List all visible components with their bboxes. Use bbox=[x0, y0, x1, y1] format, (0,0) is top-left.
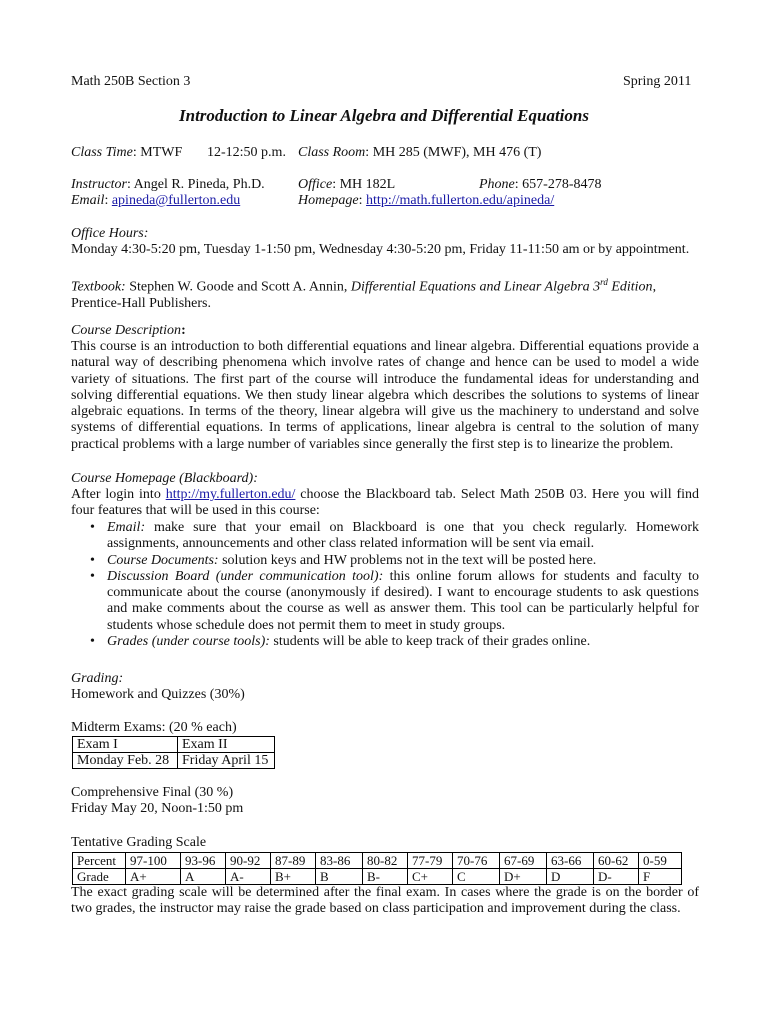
table-row bbox=[73, 753, 275, 769]
table-cell: Percent bbox=[73, 853, 126, 869]
table-row bbox=[73, 853, 682, 869]
instructor: Instructor: Angel R. Pineda, Ph.D. bbox=[71, 177, 265, 192]
office-hours-text: Monday 4:30-5:20 pm, Tuesday 1-1:50 pm, Wednesday 4:30-5:20 pm, Friday 11-11:50 am or by appointment. bbox=[71, 242, 690, 257]
instructor-label: Instructor bbox=[71, 177, 127, 192]
class-room: Class Room: MH 285 (MWF), MH 476 (T) bbox=[298, 145, 542, 160]
feature-list bbox=[71, 520, 699, 650]
midterm-table bbox=[72, 736, 275, 769]
blackboard-link[interactable]: http://my.fullerton.edu/ bbox=[165, 487, 296, 502]
course-section: Math 250B Section 3 bbox=[71, 74, 191, 89]
table-cell: Exam II bbox=[178, 737, 275, 753]
office-value: MH 182L bbox=[339, 177, 396, 192]
course-description-label: Course Description bbox=[71, 323, 182, 338]
table-cell: Exam I bbox=[73, 737, 178, 753]
table-cell: B bbox=[316, 869, 363, 885]
feature-grades: • Grades (under course tools): students will be able to keep track of their grades online. bbox=[71, 634, 699, 650]
email: Email: apineda@fullerton.edu bbox=[71, 193, 241, 208]
table-cell: 60-62 bbox=[594, 853, 639, 869]
course-homepage-label: Course Homepage (Blackboard): bbox=[71, 471, 258, 486]
table-cell: D+ bbox=[500, 869, 547, 885]
table-cell: D bbox=[547, 869, 594, 885]
textbook-title: Differential Equations and Linear Algebra 3 bbox=[350, 279, 601, 295]
table-cell: D- bbox=[594, 869, 639, 885]
homepage-link[interactable]: http://math.fullerton.edu/apineda/ bbox=[366, 193, 555, 208]
final-weight: Comprehensive Final (30 %) bbox=[71, 785, 234, 800]
textbook-publisher: Prentice-Hall Publishers. bbox=[71, 295, 211, 311]
email-label: Email bbox=[71, 193, 105, 208]
grading-label: Grading: bbox=[71, 671, 124, 686]
instructor-name: Angel R. Pineda, Ph.D. bbox=[133, 177, 265, 192]
table-cell: 77-79 bbox=[408, 853, 453, 869]
textbook-authors: Stephen W. Goode and Scott A. Annin, bbox=[129, 279, 348, 295]
class-time-hours: 12-12:50 p.m. bbox=[207, 145, 286, 160]
textbook-label: Textbook: bbox=[71, 279, 126, 295]
table-cell: 93-96 bbox=[181, 853, 226, 869]
feature-email: • Email: make sure that your email on Blackboard is one that you check regularly. Homework assignments, announcements and other class related information will be sent via email. bbox=[71, 520, 699, 553]
class-time-days: MTWF bbox=[140, 145, 183, 160]
textbook: Textbook: Stephen W. Goode and Scott A. Annin, Differential Equations and Linear Algebra 3rd Edition, Prentice-Hall Publishers. bbox=[71, 277, 657, 311]
table-cell: 80-82 bbox=[363, 853, 408, 869]
grading-scale-label: Tentative Grading Scale bbox=[71, 835, 207, 850]
feature-discussion-board: • Discussion Board (under communication tool): this online forum allows for students and faculty to communicate about the course (anonymously if desired). I want to encourage students to ask questions and make comments about the course as well as answer them. This tool can be particularly helpful for students whose schedule does not permit them to meet in study groups. bbox=[71, 569, 699, 634]
table-cell: 0-59 bbox=[639, 853, 682, 869]
table-cell: C+ bbox=[408, 869, 453, 885]
class-room-label: Class Room bbox=[298, 145, 366, 160]
term: Spring 2011 bbox=[623, 74, 692, 89]
grading-scale-table bbox=[72, 852, 682, 885]
homepage-label: Homepage bbox=[298, 193, 359, 208]
phone: Phone: 657-278-8478 bbox=[479, 177, 602, 192]
final-date: Friday May 20, Noon-1:50 pm bbox=[71, 801, 244, 816]
homework-weight: Homework and Quizzes (30%) bbox=[71, 687, 245, 702]
textbook-edition-word: Edition bbox=[611, 279, 653, 295]
page-title: Introduction to Linear Algebra and Differential Equations bbox=[179, 106, 589, 125]
table-cell: 97-100 bbox=[126, 853, 181, 869]
table-cell: C bbox=[453, 869, 500, 885]
table-cell: F bbox=[639, 869, 682, 885]
grading-note: The exact grading scale will be determined after the final exam. In cases where the grade is on the border of two grades, the instructor may raise the grade based on class participation and improvement during the class. bbox=[71, 885, 699, 917]
textbook-edition-sup: rd bbox=[600, 277, 608, 287]
phone-value: 657-278-8478 bbox=[522, 177, 602, 192]
office-hours-label: Office Hours bbox=[71, 226, 144, 241]
course-description-text: This course is an introduction to both differential equations and linear algebra. Differential equations provide a natural way of describing phenomena which involve rates of change and hence can be used to model a wide variety of situations. The first part of the course will introduce the fundamental ideas for understanding and solving differential equations. We then study linear algebra which describes the solutions to systems of linear algebraic equations. In terms of the theory, linear algebra will give us the machinery to understand and solve systems of differential equations. In terms of applications, linear algebra is central to the solution of many practical problems with a large number of variables since generally the first step is to linearize the problem. bbox=[71, 339, 699, 452]
table-cell: 87-89 bbox=[271, 853, 316, 869]
table-cell: B- bbox=[363, 869, 408, 885]
table-cell: B+ bbox=[271, 869, 316, 885]
class-room-value: MH 285 (MWF), MH 476 (T) bbox=[372, 145, 542, 160]
email-link[interactable]: apineda@fullerton.edu bbox=[111, 193, 241, 208]
table-cell: Friday April 15 bbox=[178, 753, 275, 769]
table-cell: A- bbox=[226, 869, 271, 885]
table-cell: Monday Feb. 28 bbox=[73, 753, 178, 769]
table-cell: Grade bbox=[73, 869, 126, 885]
homepage: Homepage: http://math.fullerton.edu/apineda/ bbox=[298, 193, 555, 208]
table-cell: 83-86 bbox=[316, 853, 363, 869]
class-time: Class Time: MTWF bbox=[71, 145, 183, 160]
class-time-label: Class Time bbox=[71, 145, 133, 160]
table-row bbox=[73, 737, 275, 753]
table-cell: A bbox=[181, 869, 226, 885]
feature-course-documents: • Course Documents: solution keys and HW problems not in the text will be posted here. bbox=[71, 553, 699, 569]
office-label: Office bbox=[298, 177, 333, 192]
course-homepage-intro: After login into http://my.fullerton.edu/ choose the Blackboard tab. Select Math 250B 03. Here you will find four features that will be used in this course: bbox=[71, 487, 699, 519]
midterm-weight: Midterm Exams: (20 % each) bbox=[71, 720, 237, 735]
office-hours-heading: Office Hours: bbox=[71, 226, 149, 241]
table-cell: 90-92 bbox=[226, 853, 271, 869]
course-description-heading: Course Description: bbox=[71, 323, 186, 338]
office: Office: MH 182L bbox=[298, 177, 396, 192]
table-cell: 67-69 bbox=[500, 853, 547, 869]
table-cell: A+ bbox=[126, 869, 181, 885]
table-cell: 70-76 bbox=[453, 853, 500, 869]
phone-label: Phone bbox=[479, 177, 515, 192]
table-row bbox=[73, 869, 682, 885]
table-cell: 63-66 bbox=[547, 853, 594, 869]
